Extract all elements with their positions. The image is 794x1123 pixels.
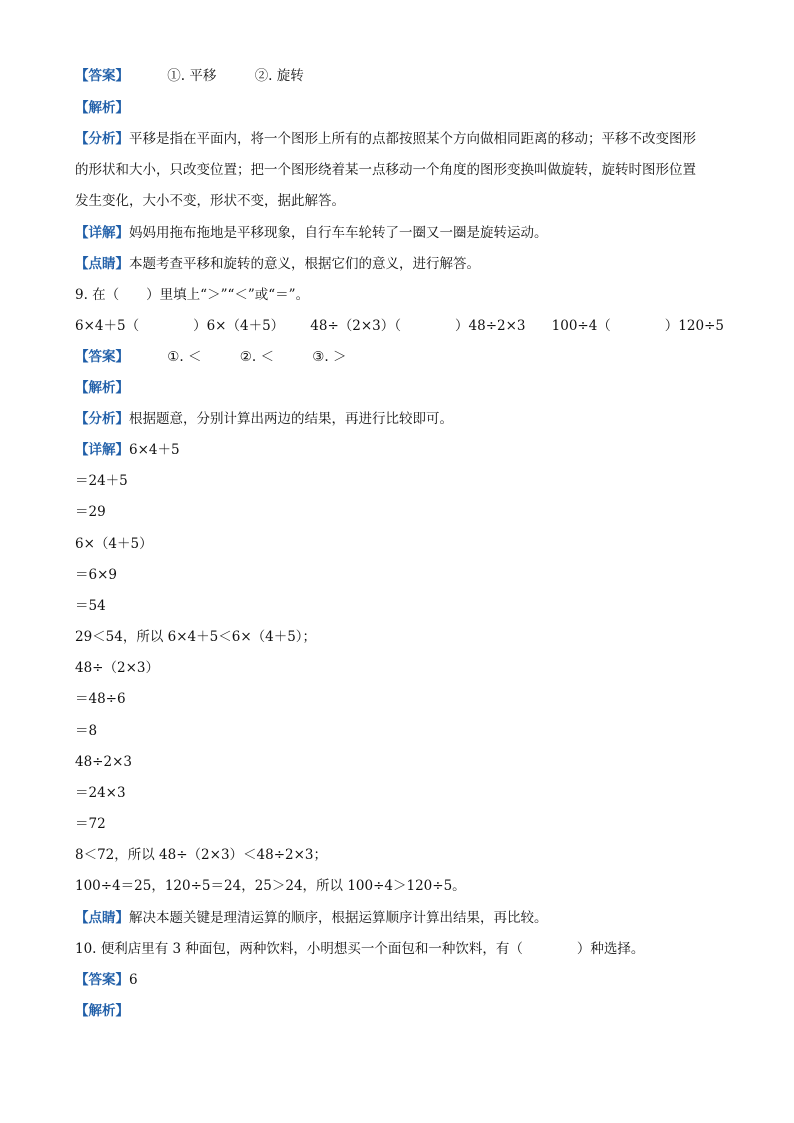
q9-dianjing-line xyxy=(75,908,724,928)
xiangjie-tag: 【详解】 xyxy=(75,225,129,241)
q9-step: 29＜54，所以 6×4＋5＜6×（4＋5）； xyxy=(75,629,317,645)
q8-fenxi-line-2: 的形状和大小，只改变位置；把一个图形绕着某一点移动一个角度的图形变换叫做旋转，旋转时图形位置 xyxy=(75,162,696,178)
q9-step: 48÷（2×3） xyxy=(75,660,159,676)
fenxi-tag: 【分析】 xyxy=(75,411,129,427)
q9-step: ＝48÷6 xyxy=(75,691,126,707)
q9-expression-2: 48÷（2×3）（ ）48÷2×3 xyxy=(310,318,526,334)
q8-answer-line xyxy=(75,66,724,86)
q9-step: 6×（4＋5） xyxy=(75,536,153,552)
analysis-tag: 【解析】 xyxy=(75,1003,129,1019)
q8-dianjing-text: 本题考查平移和旋转的意义，根据它们的意义，进行解答。 xyxy=(129,256,480,272)
q9-expression-1: 6×4＋5（ ）6×（4＋5） xyxy=(75,318,285,334)
xiangjie-tag: 【详解】 xyxy=(75,442,129,458)
dianjing-tag: 【点睛】 xyxy=(75,256,129,272)
q10-analysis-heading xyxy=(75,1001,724,1021)
q8-answer-1: ①. 平移 xyxy=(167,68,217,84)
q9-step: ＝54 xyxy=(75,598,106,614)
q9-expression-3: 100÷4（ ）120÷5 xyxy=(551,318,724,334)
q9-step: ＝8 xyxy=(75,723,98,739)
q8-xiangjie-text: 妈妈用拖布拖地是平移现象，自行车车轮转了一圈又一圈是旋转运动。 xyxy=(129,225,548,241)
q9-fenxi-text: 根据题意，分别计算出两边的结果，再进行比较即可。 xyxy=(129,411,453,427)
fenxi-tag: 【分析】 xyxy=(75,131,129,147)
q10-answer: 6 xyxy=(129,972,138,988)
q9-step: 100÷4＝25，120÷5＝24，25＞24，所以 100÷4＞120÷5。 xyxy=(75,878,466,894)
q9-expressions xyxy=(75,316,724,336)
q8-answer-2: ②. 旋转 xyxy=(254,68,304,84)
q9-analysis-heading xyxy=(75,378,724,398)
q9-step: ＝6×9 xyxy=(75,567,117,583)
q8-dianjing-line xyxy=(75,254,724,274)
q9-step: ＝24×3 xyxy=(75,785,126,801)
q9-step: ＝72 xyxy=(75,816,106,832)
q9-step: ＝29 xyxy=(75,504,106,520)
q9-step: 48÷2×3 xyxy=(75,754,132,770)
q9-fenxi-line xyxy=(75,409,724,429)
q10-stem: 10. 便利店里有 3 种面包，两种饮料，小明想买一个面包和一种饮料，有（ ）种选择。 xyxy=(75,941,645,957)
answer-tag: 【答案】 xyxy=(75,972,129,988)
q8-analysis-heading xyxy=(75,98,724,118)
q9-stem: 9. 在（ ）里填上“＞”“＜”或“＝”。 xyxy=(75,287,310,303)
analysis-tag: 【解析】 xyxy=(75,100,129,116)
dianjing-tag: 【点睛】 xyxy=(75,910,129,926)
q9-answer-2: ②. ＜ xyxy=(239,349,274,365)
q9-step: 8＜72，所以 48÷（2×3）＜48÷2×3； xyxy=(75,847,328,863)
q9-step: ＝24＋5 xyxy=(75,473,128,489)
q8-fenxi-line-1 xyxy=(75,129,724,149)
q9-answer-3: ③. ＞ xyxy=(312,349,347,365)
q9-xiangjie-line xyxy=(75,440,724,460)
q10-answer-line xyxy=(75,970,724,990)
q8-fenxi-text-1: 平移是指在平面内，将一个图形上所有的点都按照某个方向做相同距离的移动；平移不改变图形 xyxy=(129,131,696,147)
analysis-tag: 【解析】 xyxy=(75,380,129,396)
q9-answer-1: ①. ＜ xyxy=(167,349,202,365)
q8-fenxi-line-3: 发生变化，大小不变，形状不变，据此解答。 xyxy=(75,193,345,209)
answer-tag: 【答案】 xyxy=(75,68,129,84)
q9-dianjing-text: 解决本题关键是理清运算的顺序，根据运算顺序计算出结果，再比较。 xyxy=(129,910,548,926)
q9-answer-line xyxy=(75,347,724,367)
q9-step: 6×4＋5 xyxy=(129,442,180,458)
q8-xiangjie-line xyxy=(75,223,724,243)
answer-tag: 【答案】 xyxy=(75,349,129,365)
